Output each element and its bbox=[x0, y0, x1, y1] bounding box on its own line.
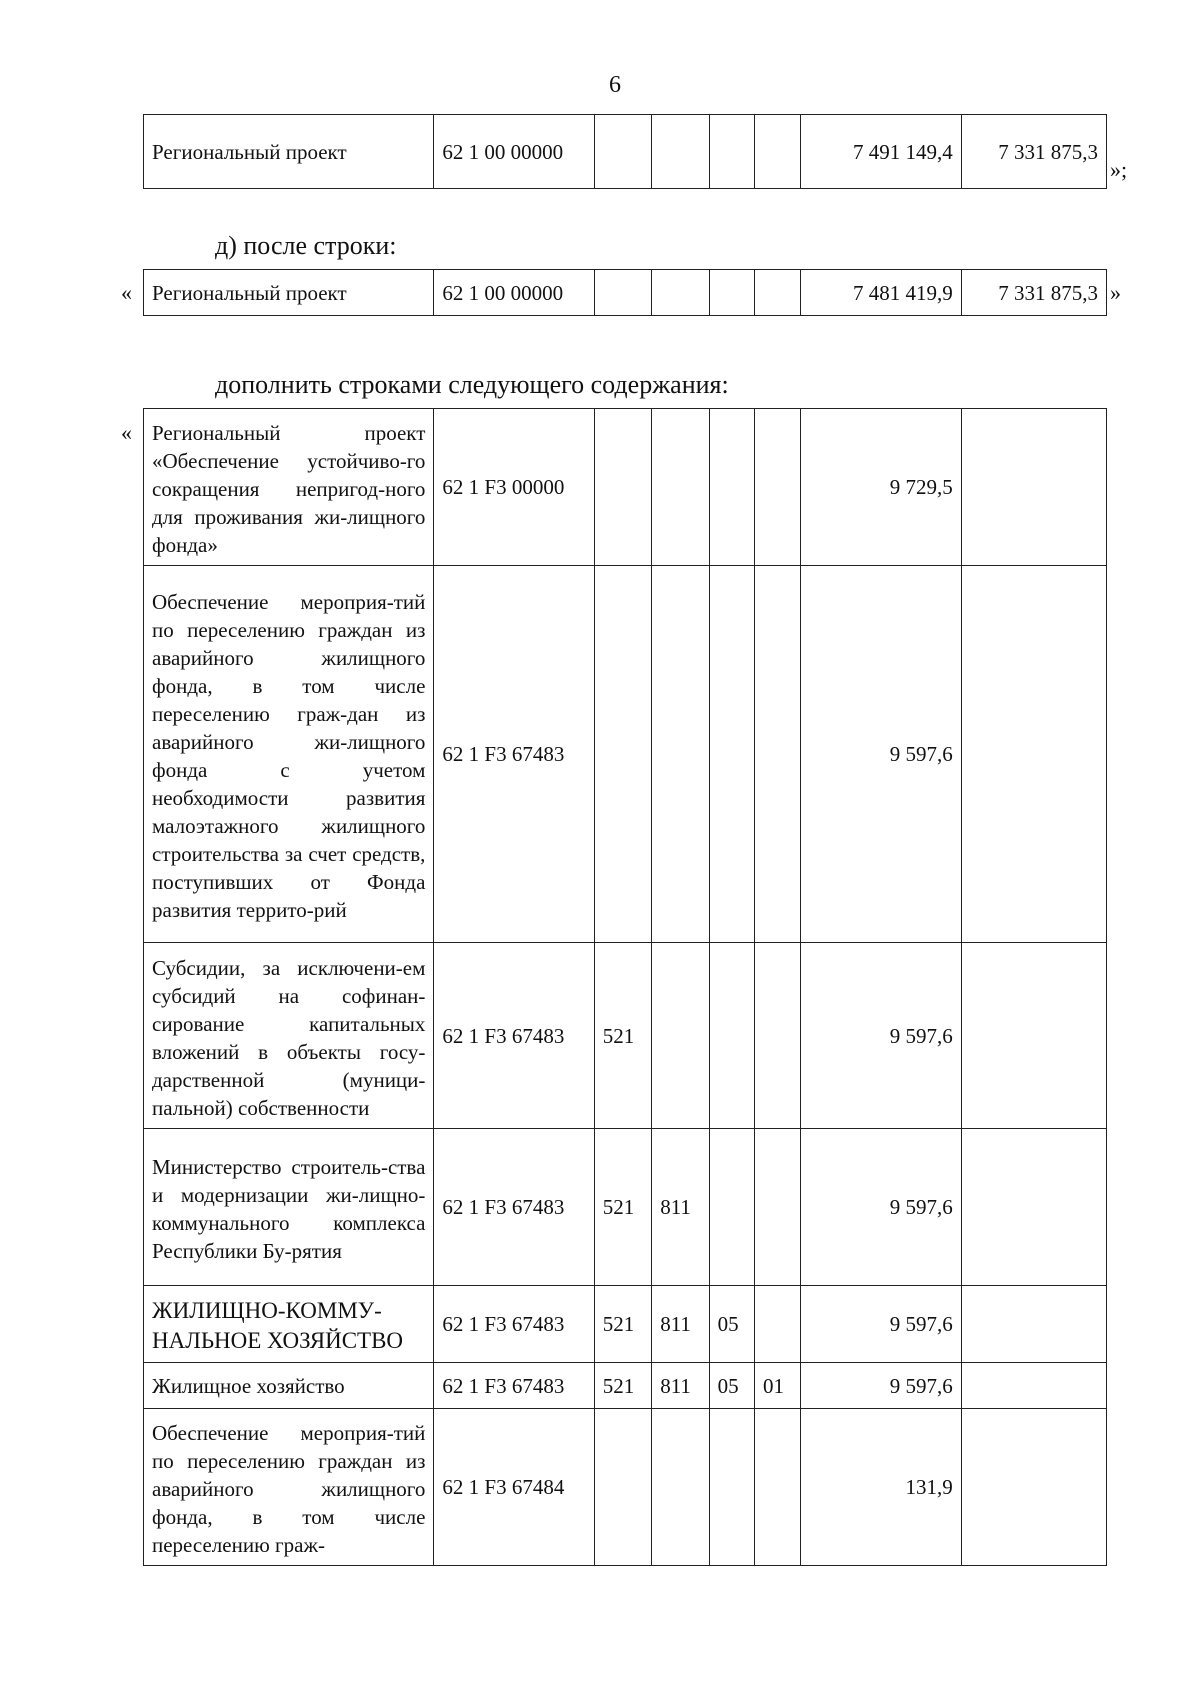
row-col-4 bbox=[755, 1129, 801, 1286]
row-col-1: 521 bbox=[594, 1129, 651, 1286]
table-row bbox=[144, 115, 1107, 189]
row-sum-1: 7 481 419,9 bbox=[801, 270, 961, 316]
row-description: ЖИЛИЩНО-КОММУ-НАЛЬНОЕ ХОЗЯЙСТВО bbox=[144, 1286, 434, 1363]
row-sum-2 bbox=[961, 1129, 1106, 1286]
row-sum-2 bbox=[961, 1409, 1106, 1566]
row-col-2 bbox=[652, 566, 709, 943]
table-after-row bbox=[143, 269, 1107, 316]
row-code: 62 1 F3 00000 bbox=[434, 409, 594, 566]
row-col-2 bbox=[652, 409, 709, 566]
row-col-2 bbox=[652, 943, 709, 1129]
row-sum-1: 9 729,5 bbox=[801, 409, 961, 566]
page-number: 6 bbox=[609, 72, 621, 98]
row-col-3 bbox=[709, 943, 754, 1129]
row-col-2 bbox=[652, 1409, 709, 1566]
row-col-3 bbox=[709, 566, 754, 943]
row-col-3 bbox=[709, 1129, 754, 1286]
row-col-1 bbox=[594, 566, 651, 943]
table-row bbox=[144, 1363, 1107, 1409]
table-row bbox=[144, 1129, 1107, 1286]
row-description: Жилищное хозяйство bbox=[144, 1363, 434, 1409]
row-sum-1: 9 597,6 bbox=[801, 1286, 961, 1363]
row-code: 62 1 00 00000 bbox=[434, 270, 594, 316]
table-row bbox=[144, 566, 1107, 943]
row-col-2: 811 bbox=[652, 1286, 709, 1363]
row-col-3 bbox=[709, 409, 754, 566]
row-sum-1: 7 491 149,4 bbox=[801, 115, 961, 189]
row-code: 62 1 F3 67483 bbox=[434, 1286, 594, 1363]
row-sum-2 bbox=[961, 566, 1106, 943]
row-sum-2: 7 331 875,3 bbox=[961, 115, 1106, 189]
row-col-2: 811 bbox=[652, 1363, 709, 1409]
row-col-3 bbox=[709, 270, 754, 316]
table-row bbox=[144, 943, 1107, 1129]
row-code: 62 1 F3 67483 bbox=[434, 943, 594, 1129]
row-code: 62 1 00 00000 bbox=[434, 115, 594, 189]
opening-quote-mark: « bbox=[121, 280, 132, 305]
row-col-3: 05 bbox=[709, 1286, 754, 1363]
row-col-1: 521 bbox=[594, 1363, 651, 1409]
row-col-1 bbox=[594, 115, 651, 189]
row-code: 62 1 F3 67484 bbox=[434, 1409, 594, 1566]
table-row bbox=[144, 1286, 1107, 1363]
row-sum-2 bbox=[961, 943, 1106, 1129]
row-description: Обеспечение мероприя-тий по переселению граждан из аварийного жилищного фонда, в том числе переселению граж- bbox=[144, 1409, 434, 1566]
row-col-4 bbox=[755, 115, 801, 189]
row-sum-2 bbox=[961, 1286, 1106, 1363]
row-col-2 bbox=[652, 115, 709, 189]
row-sum-2 bbox=[961, 1363, 1106, 1409]
row-col-4 bbox=[755, 1286, 801, 1363]
row-description: Региональный проект bbox=[144, 270, 434, 316]
closing-quote-mark: » bbox=[1110, 280, 1121, 305]
row-col-1 bbox=[594, 270, 651, 316]
row-code: 62 1 F3 67483 bbox=[434, 566, 594, 943]
table-row bbox=[144, 409, 1107, 566]
row-sum-1: 9 597,6 bbox=[801, 1363, 961, 1409]
row-description: Региональный проект bbox=[144, 115, 434, 189]
row-col-2 bbox=[652, 270, 709, 316]
row-col-4 bbox=[755, 409, 801, 566]
opening-quote-mark: « bbox=[121, 420, 132, 445]
row-col-1: 521 bbox=[594, 943, 651, 1129]
table-previous-row bbox=[143, 114, 1107, 189]
row-col-4 bbox=[755, 270, 801, 316]
row-sum-2 bbox=[961, 409, 1106, 566]
row-col-1 bbox=[594, 409, 651, 566]
row-col-3: 05 bbox=[709, 1363, 754, 1409]
row-sum-1: 9 597,6 bbox=[801, 1129, 961, 1286]
paragraph-add-rows: дополнить строками следующего содержания: bbox=[215, 370, 729, 399]
table-row bbox=[144, 1409, 1107, 1566]
row-code: 62 1 F3 67483 bbox=[434, 1363, 594, 1409]
row-description: Министерство строитель-ства и модернизации жи-лищно-коммунального комплекса Республики Бу-рятия bbox=[144, 1129, 434, 1286]
row-col-4 bbox=[755, 1409, 801, 1566]
row-col-2: 811 bbox=[652, 1129, 709, 1286]
row-sum-2: 7 331 875,3 bbox=[961, 270, 1106, 316]
row-description: Региональный проект «Обеспечение устойчиво-го сокращения непригод-ного для проживания жи-лищного фонда» bbox=[144, 409, 434, 566]
row-col-3 bbox=[709, 115, 754, 189]
table-new-rows bbox=[143, 408, 1107, 1566]
row-col-4 bbox=[755, 566, 801, 943]
row-description: Обеспечение мероприя-тий по переселению граждан из аварийного жилищного фонда, в том числе переселению граж-дан из аварийного жи-лищного фонда с учетом необходимости развития малоэтажного жилищного строительства за счет средств, поступивших от Фонда развития террито-рий bbox=[144, 566, 434, 943]
row-sum-1: 9 597,6 bbox=[801, 566, 961, 943]
row-sum-1: 131,9 bbox=[801, 1409, 961, 1566]
row-col-1 bbox=[594, 1409, 651, 1566]
row-code: 62 1 F3 67483 bbox=[434, 1129, 594, 1286]
paragraph-d: д) после строки: bbox=[215, 231, 397, 260]
row-description: Субсидии, за исключени-ем субсидий на софинан-сирование капитальных вложений в объекты госу-дарственной (муници-пальной) собственности bbox=[144, 943, 434, 1129]
row-col-3 bbox=[709, 1409, 754, 1566]
row-sum-1: 9 597,6 bbox=[801, 943, 961, 1129]
row-col-4: 01 bbox=[755, 1363, 801, 1409]
row-col-1: 521 bbox=[594, 1286, 651, 1363]
closing-quote-mark: »; bbox=[1110, 157, 1128, 182]
row-col-4 bbox=[755, 943, 801, 1129]
table-row bbox=[144, 270, 1107, 316]
